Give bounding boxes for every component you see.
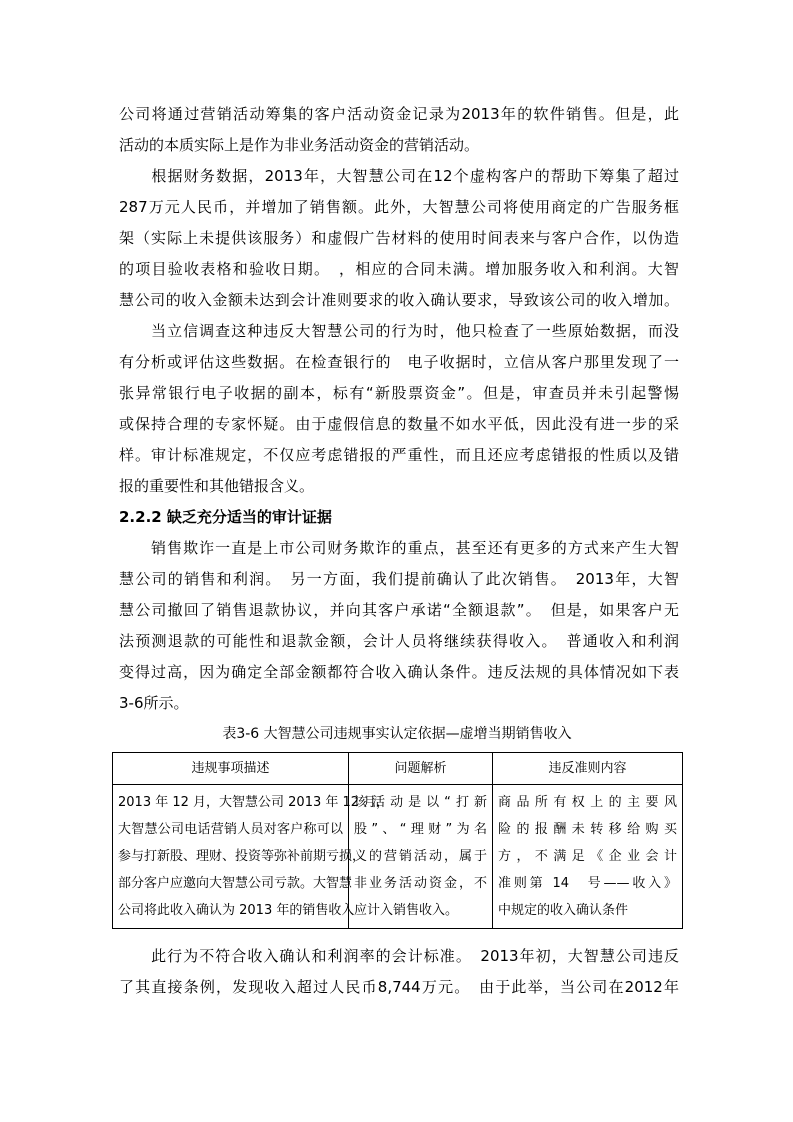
cell-line: 大智慧公司电话营销人员对客户称可以 bbox=[118, 822, 343, 837]
cell-line: 中规定的收入确认条件 bbox=[498, 903, 629, 918]
paragraph-line: 销售欺诈一直是上市公司财务欺诈的重点，甚至还有更多的方式来产生大智 bbox=[119, 539, 679, 557]
table-header-cell: 问题解析 bbox=[349, 753, 493, 785]
table-row bbox=[113, 785, 683, 929]
table-caption: 表3-6 大智慧公司违规事实认定依据—虚增当期销售收入 bbox=[222, 726, 572, 742]
violated-standard-cell bbox=[493, 785, 683, 929]
violation-table bbox=[112, 752, 683, 929]
cell-line: 公司将此收入确认为 2013 年的销售收入 bbox=[118, 903, 355, 918]
cell-line: 部分客户应邀向大智慧公司亏款。大智慧 bbox=[118, 876, 353, 891]
cell-line: 险的报酬未转移给购买 bbox=[498, 822, 677, 837]
paragraph-line: 287万元人民币，并增加了销售额。此外，大智慧公司将使用商定的广告服务框 bbox=[119, 198, 679, 216]
paragraph-line: 活动的本质实际上是作为非业务活动资金的营销活动。 bbox=[119, 136, 480, 154]
cell-line: 参与打新股、理财、投资等弥补前期亏损， bbox=[118, 849, 366, 864]
paragraph-line: 慧公司的收入金额未达到会计准则要求的收入确认要求，导致该公司的收入增加。 bbox=[119, 291, 679, 309]
table-header-row bbox=[113, 753, 683, 785]
table-header-cell: 违反准则内容 bbox=[493, 753, 683, 785]
cell-line: 非业务活动资金，不 bbox=[354, 876, 487, 891]
cell-line: 2013 年 12 月，大智慧公司 2013 年 12 月， bbox=[118, 795, 390, 810]
paragraph-line: 样。审计标准规定，不仅应考虑错报的严重性，而且还应考虑错报的性质以及错 bbox=[119, 446, 679, 464]
cell-line: 股”、“理财”为名 bbox=[354, 822, 487, 837]
paragraph-line: 根据财务数据，2013年，大智慧公司在12个虚构客户的帮助下筹集了超过 bbox=[119, 167, 679, 185]
paragraph-line: 当立信调查这种违反大智慧公司的行为时，他只检查了一些原始数据，而没 bbox=[119, 322, 679, 340]
cell-line: 义的营销活动，属于 bbox=[354, 849, 487, 864]
cell-line: 该活动是以“打新 bbox=[354, 795, 487, 810]
paragraph-line: 此行为不符合收入确认和利润率的会计标准。 2013年初，大智慧公司违反 bbox=[119, 947, 679, 965]
paragraph-line: 慧公司撤回了销售退款协议，并向其客户承诺“全额退款”。 但是，如果客户无 bbox=[119, 601, 679, 619]
paragraph-line: 或保持合理的专家怀疑。由于虚假信息的数量不如水平低，因此没有进一步的采 bbox=[119, 415, 679, 433]
cell-line: 应计入销售收入。 bbox=[354, 903, 459, 918]
paragraph-line: 架（实际上未提供该服务）和虚假广告材料的使用时间表来与客户合作，以伪造 bbox=[119, 229, 679, 247]
section-heading: 2.2.2 缺乏充分适当的审计证据 bbox=[119, 508, 332, 526]
paragraph-line: 法预测退款的可能性和退款金额，会计人员将继续获得收入。 普通收入和利润 bbox=[119, 632, 679, 650]
paragraph-line: 变得过高，因为确定全部金额都符合收入确认条件。违反法规的具体情况如下表 bbox=[119, 663, 679, 681]
paragraph-line: 慧公司的销售和利润。 另一方面，我们提前确认了此次销售。 2013年，大智 bbox=[119, 570, 679, 588]
table-header-cell: 违规事项描述 bbox=[113, 753, 349, 785]
violation-description-cell bbox=[113, 785, 390, 929]
paragraph-line: 公司将通过营销活动筹集的客户活动资金记录为2013年的软件销售。但是，此 bbox=[119, 105, 679, 123]
cell-line: 商品所有权上的主要风 bbox=[498, 795, 677, 810]
paragraph-line: 的项目验收表格和验收日期。 ，相应的合同未满。增加服务收入和利润。大智 bbox=[119, 260, 679, 278]
paragraph-line: 张异常银行电子收据的副本，标有“新股票资金”。但是，审查员并未引起警惕 bbox=[119, 384, 679, 402]
cell-line: 方，不满足《企业会计 bbox=[498, 849, 677, 864]
issue-analysis-cell bbox=[349, 785, 493, 929]
paragraph-line: 了其直接条例，发现收入超过人民币8,744万元。 由于此举，当公司在2012年 bbox=[119, 978, 679, 996]
paragraph-line: 有分析或评估这些数据。在检查银行的 电子收据时，立信从客户那里发现了一 bbox=[119, 353, 679, 371]
paragraph-line: 3-6所示。 bbox=[119, 694, 189, 712]
paragraph-line: 报的重要性和其他错报含义。 bbox=[119, 477, 315, 495]
cell-line: 准则第 14 号——收入》 bbox=[498, 876, 677, 891]
